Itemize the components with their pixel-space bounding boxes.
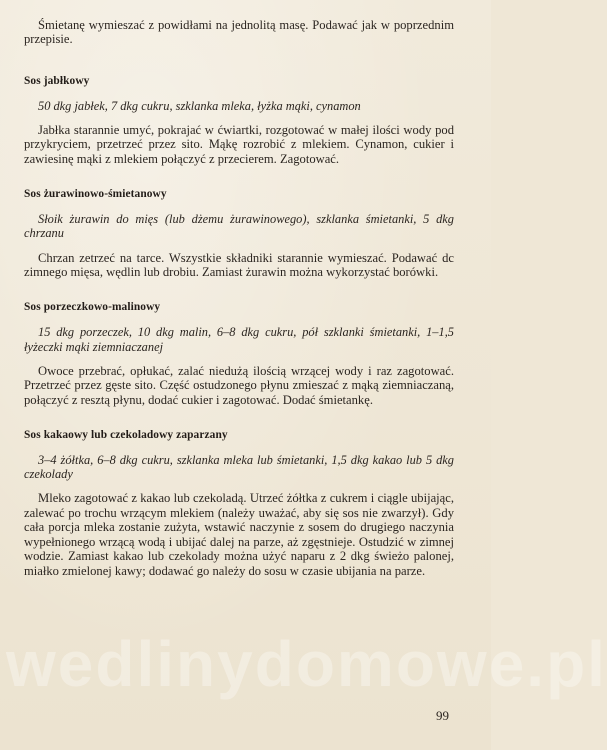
page-number: 99 — [436, 708, 449, 723]
recipe-ingredients: Słoik żurawin do mięs (lub dżemu żurawinowego), szklanka śmietanki, 5 dkg chrzanu — [24, 212, 454, 241]
recipe-title: Sos żurawinowo-śmietanowy — [24, 188, 167, 201]
recipe-sos-zurawinowo-smietanowy — [24, 188, 454, 279]
watermark: wedlinydomowe.pl — [6, 628, 607, 700]
recipe-method: Owoce przebrać, opłukać, zalać niedużą ilością wrzącej wody i raz zagotować. Przetrzeć przez gęste sito. Część ostudzonego płynu zmieszać z mąką ziemniaczaną, połączyć z resztą płynu, dodać cukier i zagotować. Dodać śmietankę. — [24, 363, 454, 407]
recipe-ingredients: 50 dkg jabłek, 7 dkg cukru, szklanka mleka, łyżka mąki, cynamon — [38, 98, 361, 113]
recipe-sos-kakaowy — [24, 429, 454, 578]
recipe-title: Sos jabłkowy — [24, 74, 90, 87]
recipe-ingredients: 3–4 żółtka, 6–8 dkg cukru, szklanka mleka lub śmietanki, 1,5 dkg kakao lub 5 dkg czekolady — [24, 453, 454, 482]
recipe-method: Mleko zagotować z kakao lub czekoladą. Utrzeć żółtka z cukrem i ciągle ubijając, zalewać po trochu wrzącym mlekiem (należy uważać, aby się sos nie zwarzył). Gdy cała porcja mleka zostanie zużyta, wstawić naczynie z sosem do drugiego naczynia wypełnionego wrzącą wodą i ubijać dalej na parze, aż zgęstnieje. Ostudzić w zimnej wodzie. Zamiast kakao lub czekolady można użyć naparu z 2 dkg świeżo palonej, miałko zmielonej kawy; dodawać go należy do sosu w czasie ubijania na parze. — [24, 491, 454, 578]
recipe-sos-jablkowy — [24, 75, 454, 166]
recipe-sos-porzeczkowo-malinowy — [24, 301, 454, 407]
intro-paragraph: Śmietanę wymieszać z powidłami na jednolitą masę. Podawać jak w poprzednim przepisie. — [24, 18, 454, 47]
recipe-title: Sos kakaowy lub czekoladowy zaparzany — [24, 429, 228, 442]
recipe-method: Jabłka starannie umyć, pokrajać w ćwiartki, rozgotować w małej ilości wody pod przykryciem, przetrzeć przez sito. Mąkę rozrobić z mlekiem. Cynamon, cukier i zawiesinę mąki z mlekiem połączyć z przecierem. Zagotować. — [24, 123, 454, 166]
page-content — [24, 18, 454, 600]
recipe-ingredients: 15 dkg porzeczek, 10 dkg malin, 6–8 dkg cukru, pół szklanki śmietanki, 1–1,5 łyżeczki mąki ziemniaczanej — [24, 325, 454, 354]
recipe-title: Sos porzeczkowo-malinowy — [24, 301, 161, 314]
recipe-method: Chrzan zetrzeć na tarce. Wszystkie składniki starannie wymieszać. Podawać dc zimnego mięsa, wędlin lub drobiu. Zamiast żurawin można wykorzystać borówki. — [24, 250, 454, 280]
